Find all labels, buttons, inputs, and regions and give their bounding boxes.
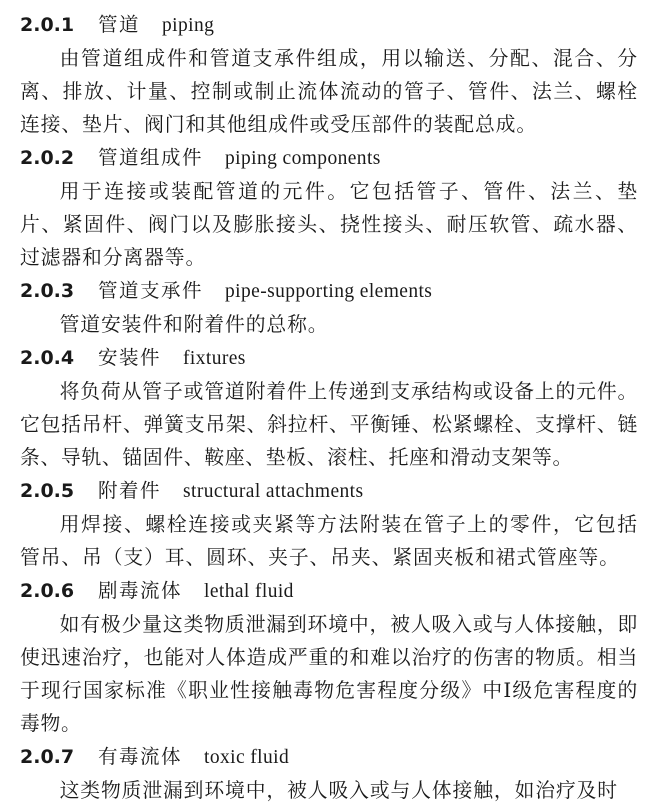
term-entry-2-0-6 [20, 574, 640, 740]
term-heading [20, 474, 640, 508]
term-entry-2-0-1 [20, 8, 640, 141]
term-definition: 管道安装件和附着件的总称。 [59, 313, 329, 336]
term-chinese: 安装件 [98, 346, 162, 369]
term-english: toxic fluid [204, 747, 290, 768]
term-english: piping [162, 15, 215, 36]
term-number: 2.0.2 [20, 147, 75, 169]
term-entry-2-0-7 [20, 740, 640, 807]
term-number: 2.0.7 [20, 746, 75, 768]
term-english: piping components [225, 148, 381, 169]
term-heading [20, 274, 640, 308]
term-number: 2.0.4 [20, 347, 75, 369]
term-definition: 如有极少量这类物质泄漏到环境中，被人吸入或与人体接触，即使迅速治疗，也能对人体造成严重的和难以治疗的伤害的物质。相当于现行国家标准《职业性接触毒物危害程度分级》中Ⅰ级危害程度的毒物。 [20, 613, 638, 735]
term-chinese: 剧毒流体 [98, 579, 183, 602]
term-number: 2.0.3 [20, 280, 75, 302]
term-entry-2-0-4 [20, 341, 640, 474]
term-heading [20, 341, 640, 375]
term-heading [20, 141, 640, 175]
term-heading [20, 574, 640, 608]
term-definition: 这类物质泄漏到环境中，被人吸入或与人体接触，如治疗及时 [59, 779, 618, 802]
term-definition: 用于连接或装配管道的元件。它包括管子、管件、法兰、垫片、紧固件、阀门以及膨胀接头、挠性接头、耐压软管、疏水器、过滤器和分离器等。 [20, 180, 638, 269]
term-entry-2-0-5 [20, 474, 640, 574]
term-chinese: 管道 [98, 13, 141, 36]
term-definition: 由管道组成件和管道支承件组成，用以输送、分配、混合、分离、排放、计量、控制或制止流体流动的管子、管件、法兰、螺栓连接、垫片、阀门和其他组成件或受压部件的装配总成。 [20, 47, 638, 136]
term-number: 2.0.1 [20, 14, 75, 36]
term-definition: 用焊接、螺栓连接或夹紧等方法附装在管子上的零件，它包括管吊、吊（支）耳、圆环、夹子、吊夹、紧固夹板和裙式管座等。 [20, 513, 638, 569]
term-chinese: 有毒流体 [98, 745, 183, 768]
term-english: structural attachments [183, 481, 364, 502]
term-entry-2-0-3 [20, 274, 640, 341]
term-chinese: 管道组成件 [98, 146, 204, 169]
term-heading [20, 8, 640, 42]
term-chinese: 管道支承件 [98, 279, 204, 302]
term-english: fixtures [183, 348, 246, 369]
term-english: pipe-supporting elements [225, 281, 433, 302]
term-english: lethal fluid [204, 581, 294, 602]
term-number: 2.0.6 [20, 580, 75, 602]
term-chinese: 附着件 [98, 479, 162, 502]
term-heading [20, 740, 640, 774]
term-entry-2-0-2 [20, 141, 640, 274]
term-definition: 将负荷从管子或管道附着件上传递到支承结构或设备上的元件。它包括吊杆、弹簧支吊架、斜拉杆、平衡锤、松紧螺栓、支撑杆、链条、导轨、锚固件、鞍座、垫板、滚柱、托座和滑动支架等。 [20, 380, 638, 469]
term-number: 2.0.5 [20, 480, 75, 502]
